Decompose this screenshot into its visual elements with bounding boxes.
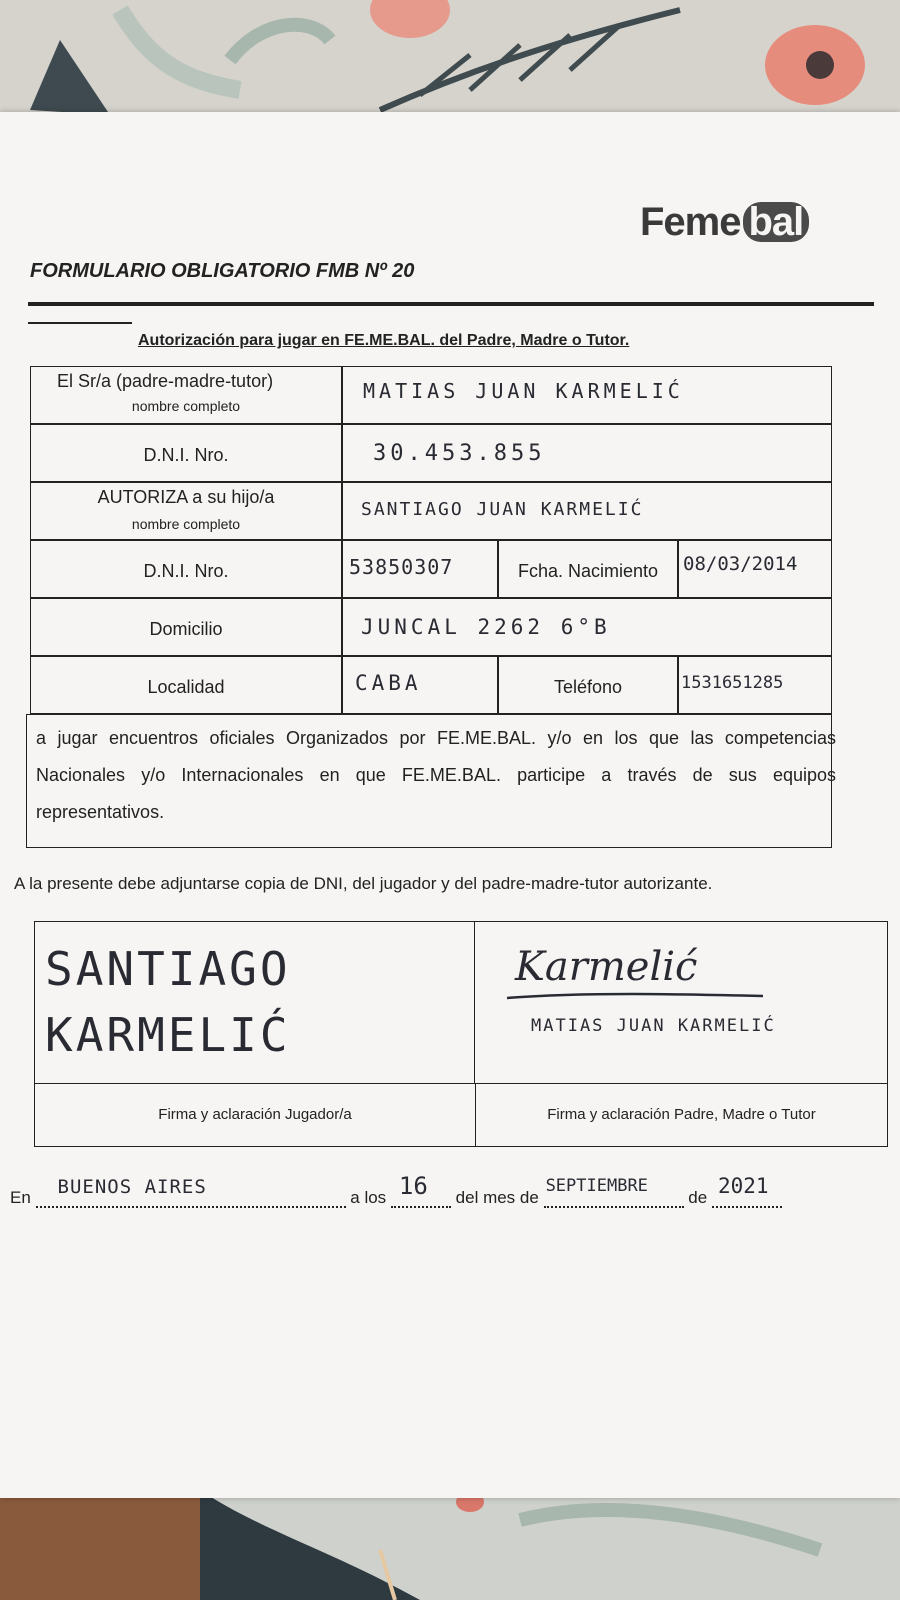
form-paper xyxy=(0,112,900,1498)
telefono-label: Teléfono xyxy=(553,677,623,697)
child-name-label-cell xyxy=(30,482,342,540)
authorization-paragraph: a jugar encuentros oficiales Organizados por FE.ME.BAL. y/o en los que las competencias Nacionales y/o Internacionales en que FE.ME.BAL. participe a través de sus equipos representativos. xyxy=(36,728,836,822)
telefono-value: 1531651285 xyxy=(681,673,784,693)
player-signature-line1: SANTIAGO xyxy=(45,942,291,996)
parent-printed-name: MATIAS JUAN KARMELIĆ xyxy=(531,1016,776,1036)
short-rule xyxy=(28,322,132,324)
localidad-label-cell xyxy=(30,656,342,714)
form-title: FORMULARIO OBLIGATORIO FMB Nº 20 xyxy=(30,260,415,282)
parent-signature-scribble: Karmelić xyxy=(515,944,698,990)
de-label: de xyxy=(688,1188,708,1207)
birth-label: Fcha. Nacimiento xyxy=(517,561,659,581)
city-value: BUENOS AIRES xyxy=(57,1176,207,1198)
domicilio-label: Domicilio xyxy=(149,619,223,639)
child-name-value: SANTIAGO JUAN KARMELIĆ xyxy=(361,499,644,520)
birth-label-cell xyxy=(498,540,678,598)
player-caption: Firma y aclaración Jugador/a xyxy=(158,1106,352,1123)
child-dni-cell[interactable] xyxy=(342,540,498,598)
player-signature-cell[interactable] xyxy=(35,922,475,1084)
place-date-line xyxy=(10,1172,782,1208)
signature-stroke xyxy=(505,990,765,1002)
player-signature-line2: KARMELIĆ xyxy=(45,1008,291,1062)
signatures-table xyxy=(34,921,888,1147)
title-rule xyxy=(28,302,874,306)
parent-name-label-cell xyxy=(30,366,342,424)
day-field[interactable] xyxy=(391,1172,451,1208)
parent-name-value: MATIAS JUAN KARMELIĆ xyxy=(363,379,684,403)
telefono-cell[interactable] xyxy=(678,656,832,714)
domicilio-cell[interactable] xyxy=(342,598,832,656)
floral-pattern-bottom xyxy=(0,1490,900,1600)
parent-dni-value: 30.453.855 xyxy=(373,441,546,466)
en-label: En xyxy=(10,1188,31,1207)
localidad-cell[interactable] xyxy=(342,656,498,714)
day-value: 16 xyxy=(398,1172,428,1200)
parent-name-cell[interactable] xyxy=(342,366,832,424)
child-dni-value: 53850307 xyxy=(349,555,454,579)
city-field[interactable] xyxy=(36,1176,346,1208)
year-field[interactable] xyxy=(712,1174,782,1208)
parent-signature-cell[interactable] xyxy=(475,922,887,1084)
background-fabric-bottom xyxy=(0,1490,900,1600)
parent-sublabel: nombre completo xyxy=(131,398,241,414)
form-subtitle: Autorización para jugar en FE.ME.BAL. del Padre, Madre o Tutor. xyxy=(138,332,630,349)
year-value: 2021 xyxy=(717,1174,769,1198)
background-fabric-top xyxy=(0,0,900,120)
child-sublabel: nombre completo xyxy=(131,516,241,532)
month-field[interactable] xyxy=(544,1176,684,1208)
child-dni-label-cell xyxy=(30,540,342,598)
parent-label: El Sr/a (padre-madre-tutor) xyxy=(57,371,274,391)
femebal-logo xyxy=(640,200,809,245)
localidad-label: Localidad xyxy=(147,677,225,697)
birth-date-value: 08/03/2014 xyxy=(683,553,798,575)
birth-date-cell[interactable] xyxy=(678,540,832,598)
parent-caption: Firma y aclaración Padre, Madre o Tutor xyxy=(475,1084,887,1146)
child-name-cell[interactable] xyxy=(342,482,832,540)
a-los-label: a los xyxy=(350,1188,387,1207)
child-dni-label: D.N.I. Nro. xyxy=(143,561,229,581)
dni-label: D.N.I. Nro. xyxy=(143,445,229,465)
logo-text-left: Feme xyxy=(640,200,741,244)
domicilio-value: JUNCAL 2262 6°B xyxy=(361,615,611,639)
telefono-label-cell xyxy=(498,656,678,714)
parent-dni-label-cell xyxy=(30,424,342,482)
parent-dni-cell[interactable] xyxy=(342,424,832,482)
autoriza-label: AUTORIZA a su hijo/a xyxy=(97,487,275,507)
domicilio-label-cell xyxy=(30,598,342,656)
mes-label: del mes de xyxy=(455,1188,539,1207)
floral-pattern-top xyxy=(0,0,900,120)
logo-text-right: bal xyxy=(743,202,810,242)
localidad-value: CABA xyxy=(355,671,422,695)
month-value: SEPTIEMBRE xyxy=(545,1176,648,1196)
attachment-note: A la presente debe adjuntarse copia de DNI, del jugador y del padre-madre-tutor autorizante. xyxy=(14,874,713,893)
